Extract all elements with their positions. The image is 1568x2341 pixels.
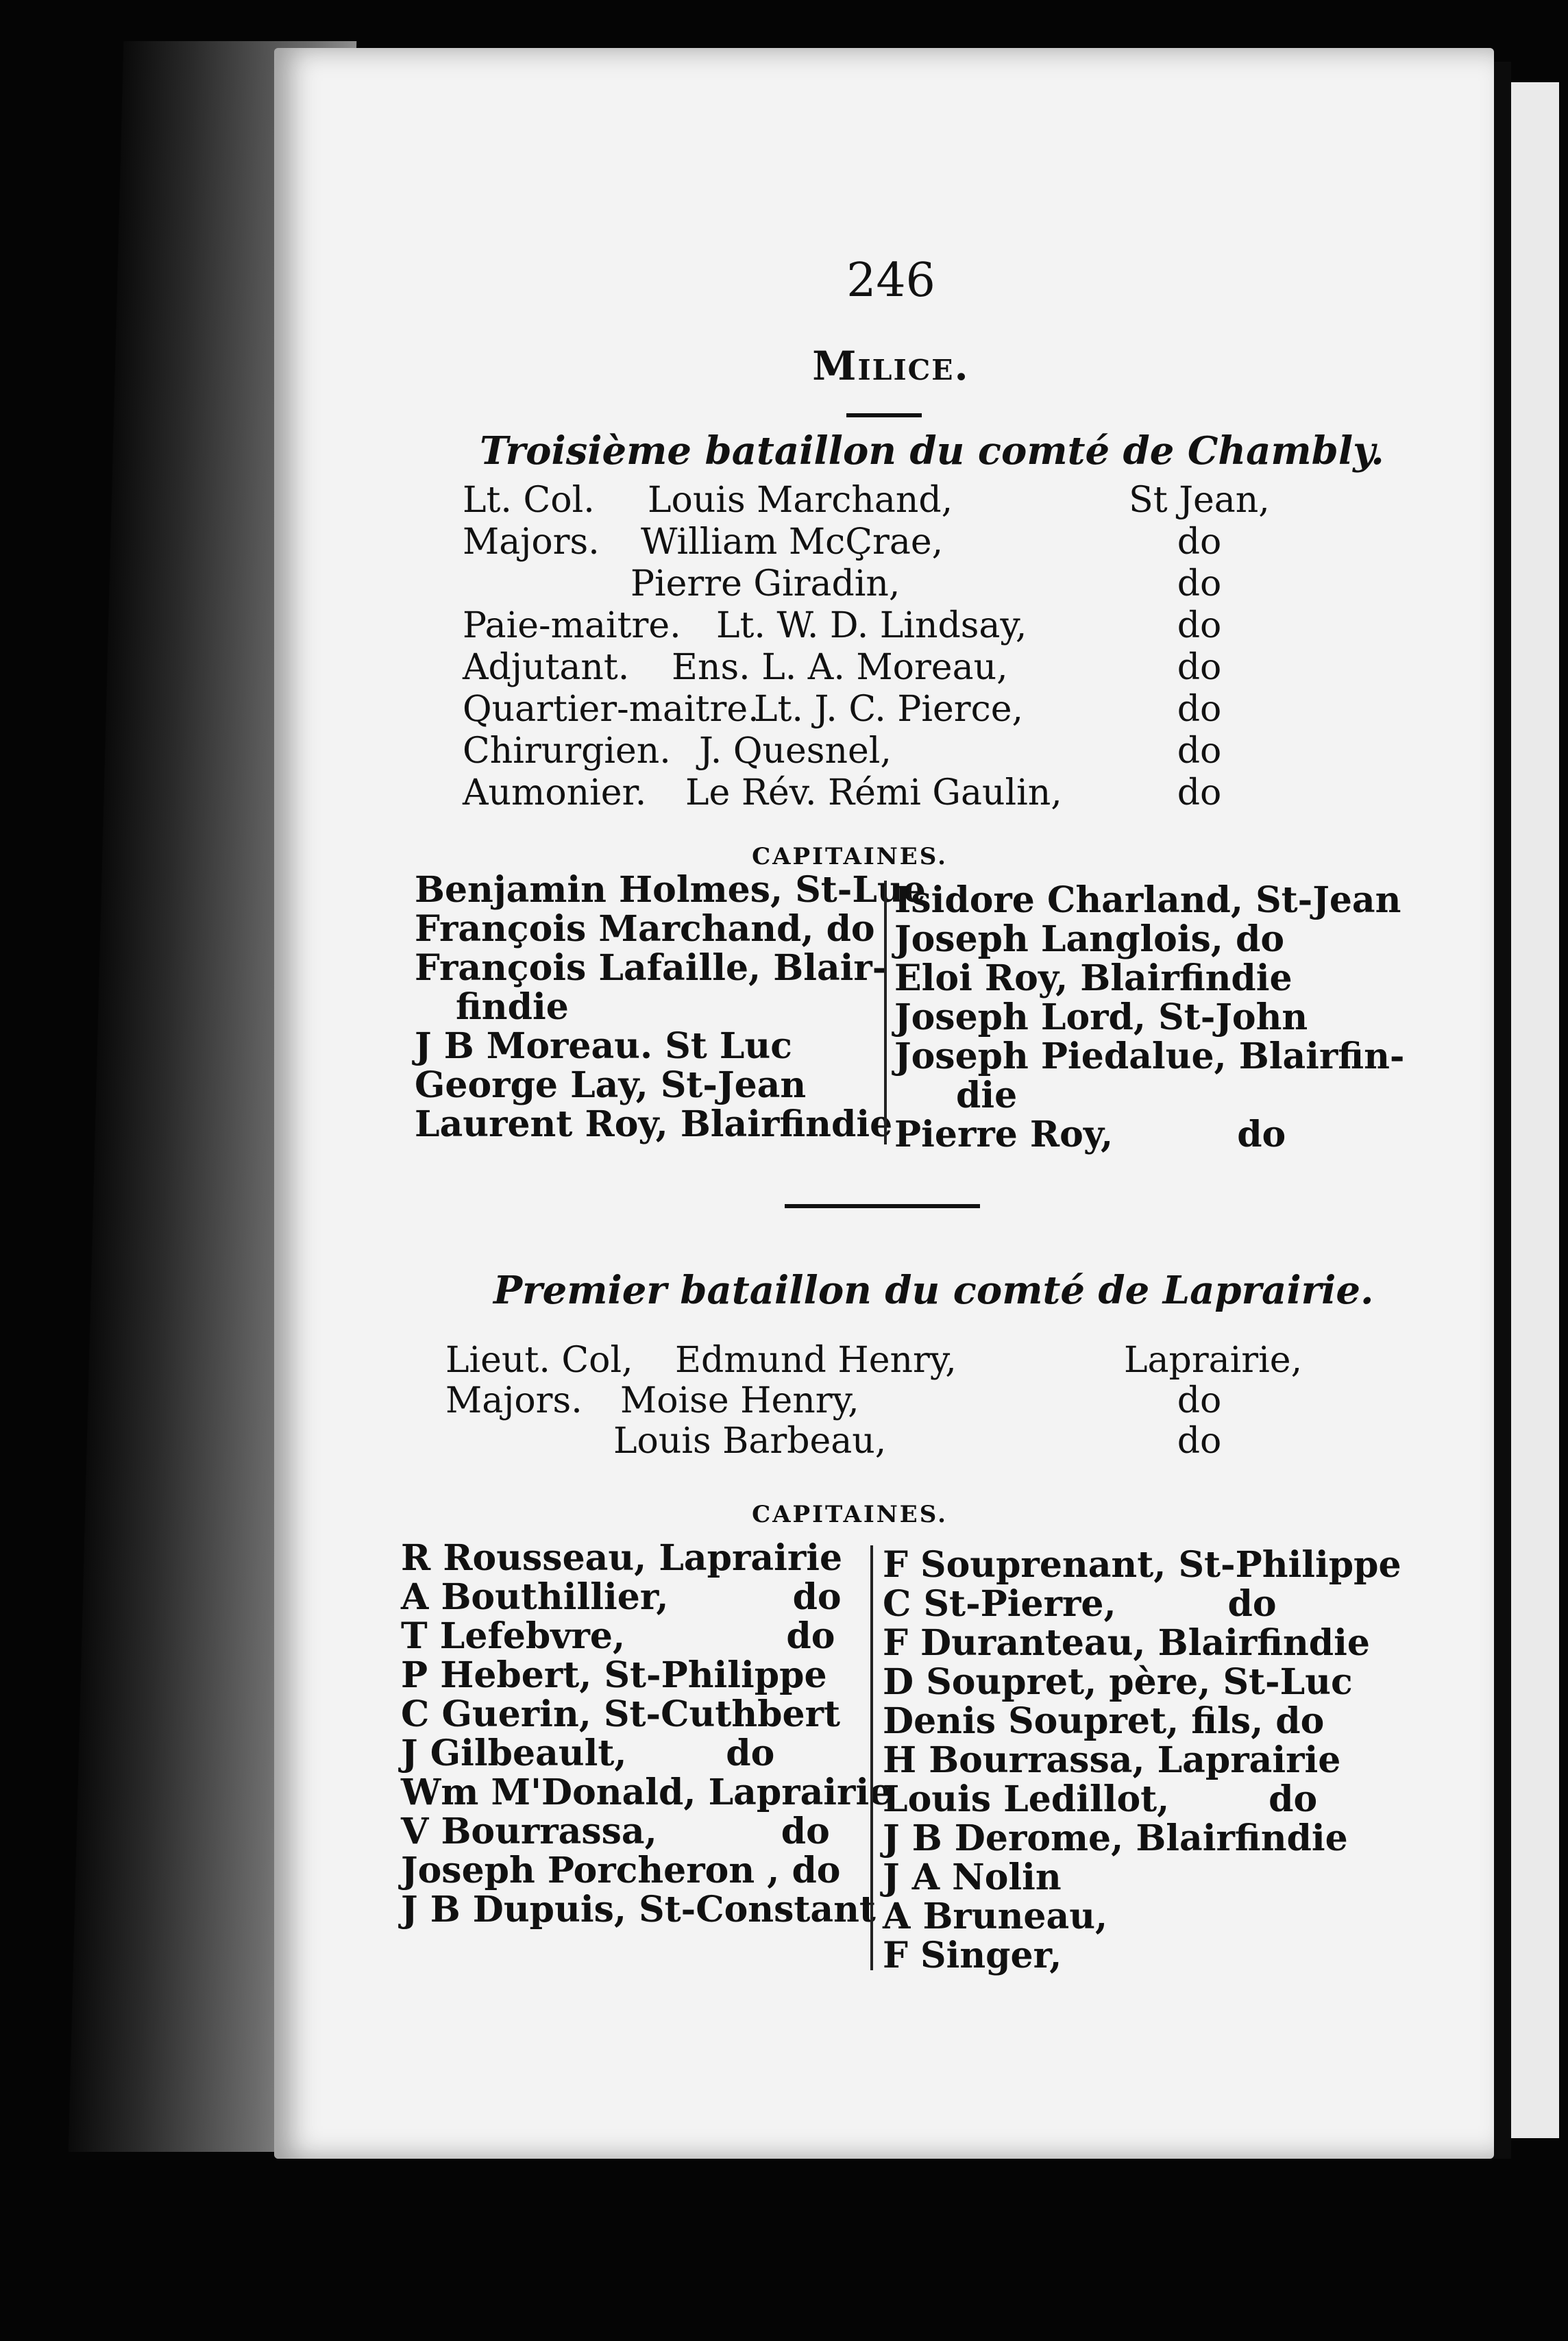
heading-rule xyxy=(846,413,922,417)
officer-name: Lt. W. D. Lindsay, xyxy=(716,605,1027,646)
next-page-edge xyxy=(1511,82,1559,2138)
captain-entry: François Marchand, do xyxy=(415,908,875,950)
officer-place: do xyxy=(1177,772,1222,813)
officer-role: Paie-maitre. xyxy=(463,605,681,646)
officer-name: Moise Henry, xyxy=(620,1380,859,1421)
captain-entry: F Souprenant, St-Philippe xyxy=(883,1544,1401,1586)
captain-entry: D Soupret, père, St-Luc xyxy=(883,1661,1353,1703)
section2-title: Premier bataillon du comté de Laprairie. xyxy=(493,1268,1374,1313)
page-heading: Milice. xyxy=(812,343,970,389)
captain-entry: Pierre Roy, do xyxy=(894,1114,1286,1155)
officer-name: Ens. L. A. Moreau, xyxy=(672,647,1008,688)
captain-entry: F Duranteau, Blairfindie xyxy=(883,1622,1370,1664)
officer-place: Laprairie, xyxy=(1124,1340,1303,1381)
section2-captains-left xyxy=(401,1539,892,1929)
section-divider-rule xyxy=(785,1204,980,1208)
section1-captains-label: CAPITAINES. xyxy=(752,843,948,870)
officer-place: do xyxy=(1177,647,1222,688)
captain-entry: Joseph Lord, St-John xyxy=(894,996,1308,1038)
section1-column-divider xyxy=(884,881,887,1144)
section2-column-divider xyxy=(870,1545,873,1970)
officer-role: Majors. xyxy=(445,1380,583,1421)
officer-role: Chirurgien. xyxy=(463,731,671,772)
section2-captains-right xyxy=(883,1545,1401,1975)
officer-place: do xyxy=(1177,1421,1222,1462)
officer-name: Lt. J. C. Pierce, xyxy=(754,689,1024,730)
officer-place: do xyxy=(1177,689,1222,730)
captain-entry: J A Nolin xyxy=(883,1856,1062,1898)
captain-entry: J B Moreau. St Luc xyxy=(415,1025,792,1067)
captain-entry: F Singer, xyxy=(883,1935,1062,1976)
captain-entry: A Bruneau, xyxy=(883,1896,1108,1937)
page-number: 246 xyxy=(846,254,935,308)
officer-place: do xyxy=(1177,522,1222,563)
captain-entry: C St-Pierre, do xyxy=(883,1583,1277,1625)
section1-captains-left xyxy=(415,870,926,1144)
officer-place: do xyxy=(1177,605,1222,646)
captain-entry: H Bourrassa, Laprairie xyxy=(883,1739,1341,1781)
section2-captains-label: CAPITAINES. xyxy=(752,1501,948,1528)
captain-entry: J Gilbeault, do xyxy=(401,1732,775,1774)
officer-place: St Jean, xyxy=(1129,480,1270,521)
captain-entry: George Lay, St-Jean xyxy=(415,1064,807,1106)
officer-place: do xyxy=(1177,563,1222,604)
officer-name: J. Quesnel, xyxy=(699,731,892,772)
officer-role: Lt. Col. xyxy=(463,480,595,521)
captain-entry: Isidore Charland, St-Jean xyxy=(894,879,1401,921)
captain-entry: Joseph Langlois, do xyxy=(894,918,1285,960)
officer-name: Louis Barbeau, xyxy=(613,1421,887,1462)
officer-place: do xyxy=(1177,731,1222,772)
captain-entry: Laurent Roy, Blairfindie xyxy=(415,1103,893,1145)
officer-role: Aumonier. xyxy=(463,772,647,813)
captain-entry: Benjamin Holmes, St-Lue xyxy=(415,869,926,911)
officer-role: Quartier-maitre. xyxy=(463,689,759,730)
captain-entry: Joseph Porcheron , do xyxy=(401,1850,841,1891)
captain-entry: Joseph Piedalue, Blairfin- xyxy=(894,1035,1405,1077)
captain-entry: J B Dupuis, St-Constant xyxy=(401,1889,876,1931)
captain-entry: R Rousseau, Laprairie xyxy=(401,1537,843,1579)
captain-entry: findie xyxy=(456,986,569,1028)
section1-title: Troisième bataillon du comté de Chambly. xyxy=(480,428,1384,474)
captain-entry: François Lafaille, Blair- xyxy=(415,947,887,989)
captain-entry: P Hebert, St-Philippe xyxy=(401,1654,827,1696)
officer-name: Le Rév. Rémi Gaulin, xyxy=(685,772,1062,813)
officer-place: do xyxy=(1177,1380,1222,1421)
section1-captains-right xyxy=(894,881,1405,1154)
officer-name: Edmund Henry, xyxy=(675,1340,957,1381)
captain-entry: V Bourrassa, do xyxy=(401,1811,830,1852)
captain-entry: T Lefebvre, do xyxy=(401,1615,835,1657)
officer-role: Majors. xyxy=(463,522,600,563)
captain-entry: Denis Soupret, fils, do xyxy=(883,1700,1325,1742)
officer-name: Louis Marchand, xyxy=(648,480,953,521)
captain-entry: Wm M'Donald, Laprairie xyxy=(401,1772,892,1813)
officer-name: Pierre Giradin, xyxy=(630,563,901,604)
officer-role: Adjutant. xyxy=(463,647,630,688)
captain-entry: die xyxy=(956,1075,1018,1116)
captain-entry: A Bouthillier, do xyxy=(401,1576,842,1618)
captain-entry: Louis Ledillot, do xyxy=(883,1778,1318,1820)
captain-entry: J B Derome, Blairfindie xyxy=(883,1817,1348,1859)
officer-role: Lieut. Col, xyxy=(445,1340,633,1381)
captain-entry: C Guerin, St-Cuthbert xyxy=(401,1693,840,1735)
captain-entry: Eloi Roy, Blairfindie xyxy=(894,957,1293,999)
officer-name: William McÇrae, xyxy=(641,522,944,563)
